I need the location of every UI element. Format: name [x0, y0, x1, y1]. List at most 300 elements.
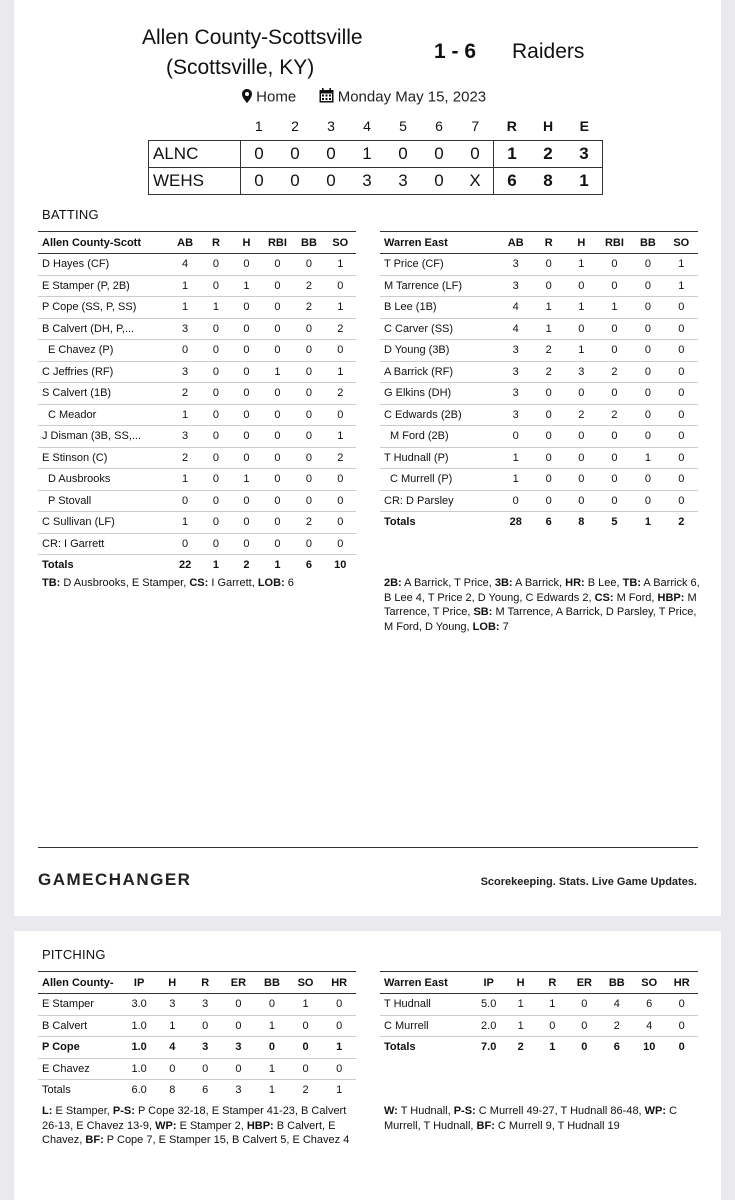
- stat-value: 0: [631, 490, 664, 512]
- stat-table-head: [380, 972, 698, 994]
- player-name: A Barrick (RF): [380, 361, 499, 383]
- inning-score: 0: [421, 168, 457, 195]
- stat-value: 0: [665, 361, 698, 383]
- pitching-section-title: PITCHING: [42, 947, 106, 962]
- note-text: A Barrick, T Price,: [401, 577, 495, 589]
- stat-value: 0: [231, 512, 261, 534]
- total-value: 3: [235, 1084, 242, 1097]
- stat-value: 1: [325, 426, 356, 448]
- stat-value: 4: [633, 1015, 665, 1037]
- stat-value: 0: [598, 383, 632, 405]
- total-value: 1: [212, 559, 220, 572]
- totals-row: [38, 1080, 356, 1101]
- stat-value: 1: [499, 447, 532, 469]
- stat-value: 1: [262, 361, 294, 383]
- away-batting-table: [38, 231, 356, 576]
- player-name: P Cope: [38, 1037, 122, 1059]
- total-value: 10: [334, 559, 347, 572]
- stat-header-row: [380, 232, 698, 254]
- stat-value: 0: [532, 426, 565, 448]
- stat-table-head: [380, 232, 698, 254]
- player-name: T Hudnall: [380, 994, 473, 1016]
- player-row: [38, 533, 356, 555]
- player-name: M Ford (2B): [380, 426, 499, 448]
- stat-column-header: BB: [601, 972, 633, 994]
- location-label: Home: [256, 88, 297, 106]
- stat-value: 0: [598, 447, 632, 469]
- player-row: [380, 361, 698, 383]
- stat-value: 0: [631, 361, 664, 383]
- stat-value: 4: [499, 318, 532, 340]
- stat-value: 0: [231, 297, 261, 319]
- stat-column-header: AB: [169, 232, 200, 254]
- stat-value: 0: [598, 275, 632, 297]
- stat-value: 0: [231, 254, 261, 276]
- stat-value: 0: [262, 383, 294, 405]
- stat-column-header: R: [189, 972, 222, 994]
- player-name: D Ausbrooks: [38, 469, 169, 491]
- stat-value: 1: [231, 469, 261, 491]
- footer-divider: [38, 847, 698, 848]
- stat-value: 2: [598, 361, 632, 383]
- note-text: B Lee,: [584, 577, 623, 589]
- total-e: 3: [566, 141, 603, 168]
- total-value: 5: [611, 516, 618, 529]
- stat-value: 0: [231, 404, 261, 426]
- total-value: 6: [305, 559, 313, 572]
- stat-value: 0: [189, 1015, 222, 1037]
- inning-header: 7: [471, 118, 480, 134]
- totals-row: [38, 555, 356, 576]
- stat-value: 1: [665, 275, 698, 297]
- player-name: C Meador: [38, 404, 169, 426]
- stat-value: 0: [201, 361, 231, 383]
- away-team-name: Allen County-Scottsville: [142, 26, 363, 49]
- calendar-icon: [319, 88, 334, 107]
- stat-column-header: RBI: [262, 232, 294, 254]
- note-text: 7: [499, 620, 509, 633]
- stat-value: 1: [325, 297, 356, 319]
- note-text: T Hudnall,: [397, 1105, 454, 1117]
- total-value: 1: [268, 1084, 276, 1097]
- note-text: P Cope 7, E Stamper 15, B Calvert 5, E Chavez 4: [103, 1134, 350, 1146]
- stat-value: 0: [262, 318, 294, 340]
- player-row: [38, 1037, 356, 1059]
- stat-value: 0: [532, 469, 565, 491]
- player-row: [38, 1058, 356, 1080]
- stat-value: 0: [565, 383, 598, 405]
- stat-value: 1: [532, 318, 565, 340]
- stat-value: 0: [201, 447, 231, 469]
- player-row: [38, 1015, 356, 1037]
- stat-value: 4: [601, 994, 633, 1016]
- home-pitching-notes: [384, 1104, 702, 1133]
- final-score: 1 - 6: [434, 40, 477, 63]
- player-name: CR: I Garrett: [38, 533, 169, 555]
- stat-value: 3: [499, 340, 532, 362]
- total-e: 1: [566, 168, 603, 195]
- stat-value: 0: [201, 340, 231, 362]
- stat-value: 0: [665, 490, 698, 512]
- stat-value: 0: [289, 1058, 323, 1080]
- inning-score: 0: [277, 168, 313, 195]
- stat-value: 3: [565, 361, 598, 383]
- note-text: C Murrell, T Hudnall,: [384, 1105, 678, 1132]
- player-name: C Murrell: [380, 1015, 473, 1037]
- player-row: [38, 383, 356, 405]
- stat-header-row: [38, 232, 356, 254]
- total-value: 7.0: [481, 1041, 497, 1054]
- player-row: [380, 340, 698, 362]
- note-text: D Ausbrooks, E Stamper,: [60, 577, 190, 589]
- stat-value: 0: [222, 994, 256, 1016]
- stat-table-head: [38, 232, 356, 254]
- note-label: P-S:: [453, 1105, 476, 1117]
- stat-value: 1: [169, 512, 200, 534]
- stat-value: 1: [255, 1015, 289, 1037]
- stat-column-header: R: [532, 232, 565, 254]
- away-team-location: (Scottsville, KY): [166, 56, 315, 79]
- player-name: D Hayes (CF): [38, 254, 169, 276]
- player-name: P Cope (SS, P, SS): [38, 297, 169, 319]
- away-pitching-table: [38, 971, 356, 1101]
- stat-value: 0: [532, 275, 565, 297]
- stat-value: 0: [201, 275, 231, 297]
- stat-header-row: [38, 972, 356, 994]
- stat-column-header: ER: [222, 972, 256, 994]
- total-value: 2: [678, 516, 685, 529]
- stat-column-header: SO: [633, 972, 665, 994]
- note-text: I Garrett,: [208, 577, 258, 589]
- stat-value: 0: [293, 447, 324, 469]
- note-text: B Calvert, E Chavez,: [42, 1119, 336, 1146]
- note-text: A Barrick,: [512, 577, 566, 589]
- stat-column-header: BB: [631, 232, 664, 254]
- note-text: M Ford,: [613, 591, 658, 604]
- note-label: W:: [384, 1105, 398, 1117]
- stat-value: 0: [325, 469, 356, 491]
- stat-value: 0: [565, 426, 598, 448]
- stat-value: 0: [568, 1015, 600, 1037]
- stat-value: 1: [565, 340, 598, 362]
- total-value: 1: [644, 516, 651, 529]
- gamechanger-tagline: Scorekeeping. Stats. Live Game Updates.: [480, 876, 697, 888]
- stat-table-body: [38, 994, 356, 1101]
- player-row: [38, 404, 356, 426]
- player-name: B Lee (1B): [380, 297, 499, 319]
- player-name: B Calvert: [38, 1015, 122, 1037]
- stat-value: 1: [169, 275, 200, 297]
- batting-section-title: BATTING: [42, 207, 99, 222]
- inning-header: 3: [327, 118, 335, 134]
- totals-label: Totals: [42, 1084, 71, 1097]
- player-row: [38, 340, 356, 362]
- stat-value: 0: [598, 469, 632, 491]
- line-score-team: ALNC: [149, 141, 241, 168]
- stat-value: 2: [532, 340, 565, 362]
- note-label: WP:: [644, 1105, 667, 1117]
- stat-value: 0: [598, 254, 632, 276]
- note-text: 6: [284, 577, 294, 589]
- player-row: [380, 1015, 698, 1037]
- stat-value: 1: [169, 297, 200, 319]
- stat-value: 2: [169, 383, 200, 405]
- stat-column-header: HR: [322, 972, 356, 994]
- note-label: TB:: [42, 577, 61, 589]
- stat-column-header: ER: [568, 972, 600, 994]
- player-name: M Tarrence (LF): [380, 275, 499, 297]
- player-row: [380, 275, 698, 297]
- stat-value: 0: [665, 318, 698, 340]
- stat-value: 0: [201, 404, 231, 426]
- inning-score: 0: [277, 141, 313, 168]
- stat-column-header: RBI: [598, 232, 632, 254]
- stat-value: 0: [231, 383, 261, 405]
- note-label: LOB:: [472, 620, 500, 633]
- stat-column-header: SO: [665, 232, 698, 254]
- stat-column-header: IP: [473, 972, 505, 994]
- stat-value: 0: [532, 254, 565, 276]
- stat-value: 0: [293, 340, 324, 362]
- player-name: P Stovall: [38, 490, 169, 512]
- note-label: HR:: [565, 577, 585, 589]
- player-row: [380, 318, 698, 340]
- stat-table-head: [38, 972, 356, 994]
- stat-value: 0: [568, 994, 600, 1016]
- player-name: D Young (3B): [380, 340, 499, 362]
- stat-value: 0: [262, 533, 294, 555]
- note-text: M Tarrence, A Barrick, D Parsley, T Price, M Ford, D Young,: [384, 606, 697, 633]
- total-r: 1: [494, 141, 531, 168]
- gamechanger-logo: GAMECHANGER: [38, 870, 192, 889]
- stat-value: 0: [262, 404, 294, 426]
- player-row: [380, 404, 698, 426]
- stat-column-header: H: [156, 972, 189, 994]
- stat-value: 0: [565, 318, 598, 340]
- totals-row: [380, 1037, 698, 1058]
- stat-value: 0: [231, 340, 261, 362]
- stat-value: 0: [262, 512, 294, 534]
- team-header: Warren East: [380, 972, 473, 994]
- pitching-card: [14, 931, 721, 1200]
- stat-value: 0: [262, 254, 294, 276]
- stat-value: 3: [169, 361, 200, 383]
- player-name: S Calvert (1B): [38, 383, 169, 405]
- stat-value: 2: [169, 447, 200, 469]
- stat-value: 0: [536, 1015, 568, 1037]
- stat-table-body: [380, 994, 698, 1058]
- stat-value: 1: [505, 1015, 537, 1037]
- stat-value: 0: [169, 490, 200, 512]
- stat-value: 0: [169, 533, 200, 555]
- total-value: 28: [509, 516, 522, 529]
- stat-value: 3.0: [122, 994, 155, 1016]
- player-row: [380, 297, 698, 319]
- stat-value: 4: [169, 254, 200, 276]
- total-value: 6: [545, 516, 552, 529]
- stat-value: 0: [293, 533, 324, 555]
- player-row: [380, 490, 698, 512]
- stat-value: 0: [631, 340, 664, 362]
- player-row: [380, 426, 698, 448]
- stat-value: 0: [532, 447, 565, 469]
- stat-value: 0: [665, 1015, 698, 1037]
- player-name: E Chavez (P): [38, 340, 169, 362]
- stat-value: 1: [499, 469, 532, 491]
- stat-value: 3: [499, 254, 532, 276]
- team-header: Allen County-Scott: [38, 232, 169, 254]
- note-label: BF:: [476, 1119, 495, 1132]
- stat-value: 2: [601, 1015, 633, 1037]
- stat-value: 0: [631, 254, 664, 276]
- stat-column-header: H: [505, 972, 537, 994]
- stat-value: 0: [293, 490, 324, 512]
- stat-value: 0: [201, 318, 231, 340]
- total-value: 8: [578, 516, 585, 529]
- inning-score: 3: [349, 168, 385, 195]
- player-row: [38, 469, 356, 491]
- stat-value: 0: [262, 340, 294, 362]
- note-text: A Barrick 6, B Lee 4, T Price 2, D Young, C Edwards 2,: [384, 577, 700, 604]
- stat-value: 0: [293, 469, 324, 491]
- stat-value: 3: [189, 1037, 222, 1059]
- stat-value: 0: [532, 383, 565, 405]
- inning-score: 0: [241, 141, 278, 168]
- note-text: M Tarrence, T Price,: [384, 591, 697, 618]
- stat-value: 0: [665, 297, 698, 319]
- stat-value: 3: [156, 994, 189, 1016]
- stat-value: 0: [665, 340, 698, 362]
- stat-value: 1: [565, 254, 598, 276]
- player-name: C Sullivan (LF): [38, 512, 169, 534]
- away-batting-notes: [42, 576, 356, 591]
- stat-value: 0: [201, 469, 231, 491]
- total-value: 6: [202, 1084, 209, 1097]
- stat-value: 2: [293, 275, 324, 297]
- stat-value: 0: [262, 447, 294, 469]
- inning-score: 1: [349, 141, 385, 168]
- stat-value: 0: [598, 490, 632, 512]
- stat-value: 0: [289, 1037, 323, 1059]
- totals-label: Totals: [384, 516, 416, 529]
- player-row: [38, 361, 356, 383]
- stat-value: 1: [505, 994, 537, 1016]
- stat-value: 0: [631, 404, 664, 426]
- stat-value: 1: [325, 361, 356, 383]
- stat-value: 5.0: [473, 994, 505, 1016]
- stat-value: 0: [156, 1058, 189, 1080]
- stat-value: 2: [293, 512, 324, 534]
- totals-label: Totals: [42, 559, 74, 572]
- player-row: [38, 254, 356, 276]
- stat-value: 0: [262, 490, 294, 512]
- player-name: E Stamper (P, 2B): [38, 275, 169, 297]
- stat-column-header: H: [565, 232, 598, 254]
- stat-value: 0: [231, 426, 261, 448]
- inning-score: 3: [385, 168, 421, 195]
- box-score-card: [14, 0, 721, 916]
- stat-value: 0: [631, 275, 664, 297]
- player-name: J Disman (3B, SS,...: [38, 426, 169, 448]
- stat-value: 0: [222, 1058, 256, 1080]
- note-label: P-S:: [112, 1105, 135, 1117]
- stat-value: 0: [665, 469, 698, 491]
- stat-value: 0: [598, 318, 632, 340]
- totals-label: Totals: [384, 1041, 416, 1054]
- player-name: CR: D Parsley: [380, 490, 499, 512]
- stat-value: 0: [293, 404, 324, 426]
- total-value: 2: [517, 1041, 524, 1054]
- total-value: 0: [581, 1041, 588, 1054]
- player-name: C Murrell (P): [380, 469, 499, 491]
- stat-value: 3: [222, 1037, 256, 1059]
- stat-value: 3: [499, 361, 532, 383]
- stat-value: 1: [201, 297, 231, 319]
- player-row: [38, 318, 356, 340]
- stat-value: 3: [169, 426, 200, 448]
- stat-value: 0: [631, 297, 664, 319]
- player-row: [38, 275, 356, 297]
- stat-value: 0: [322, 1015, 356, 1037]
- stat-value: 0: [255, 1037, 289, 1059]
- stat-value: 0: [665, 383, 698, 405]
- team-header: Allen County-: [38, 972, 122, 994]
- stat-value: 0: [532, 404, 565, 426]
- stat-value: 1.0: [122, 1058, 155, 1080]
- game-date: Monday May 15, 2023: [337, 88, 487, 106]
- player-name: E Stamper: [38, 994, 122, 1016]
- total-value: 1: [336, 1084, 343, 1097]
- line-score-row: [149, 168, 603, 195]
- stat-value: 0: [499, 490, 532, 512]
- stat-value: 1: [665, 254, 698, 276]
- stat-value: 0: [201, 254, 231, 276]
- inning-header: 2: [291, 118, 299, 134]
- stat-header-row: [380, 972, 698, 994]
- stat-value: 0: [598, 426, 632, 448]
- stat-value: 0: [293, 254, 324, 276]
- inning-score: 0: [385, 141, 421, 168]
- total-value: 1: [274, 559, 281, 572]
- stat-value: 0: [169, 340, 200, 362]
- inning-header: 5: [399, 118, 407, 134]
- stat-value: 1: [169, 469, 200, 491]
- stat-value: 0: [565, 447, 598, 469]
- stat-value: 0: [322, 1058, 356, 1080]
- inning-header: 6: [435, 118, 443, 134]
- stat-value: 0: [598, 340, 632, 362]
- stat-value: 0: [231, 533, 261, 555]
- stat-value: 0: [201, 490, 231, 512]
- inning-score: 0: [313, 168, 349, 195]
- inning-header: 1: [254, 118, 263, 134]
- total-value: 0: [678, 1041, 685, 1054]
- player-row: [380, 254, 698, 276]
- total-h: 8: [530, 168, 566, 195]
- stat-value: 3: [499, 383, 532, 405]
- stat-value: 0: [231, 447, 261, 469]
- stat-value: 0: [631, 469, 664, 491]
- player-name: C Edwards (2B): [380, 404, 499, 426]
- player-row: [38, 426, 356, 448]
- stat-value: 1: [255, 1058, 289, 1080]
- stat-column-header: BB: [255, 972, 289, 994]
- note-label: L:: [42, 1105, 53, 1117]
- stat-value: 3: [189, 994, 222, 1016]
- inning-score: 0: [421, 141, 457, 168]
- line-score: [148, 113, 603, 195]
- stat-value: 2: [598, 404, 632, 426]
